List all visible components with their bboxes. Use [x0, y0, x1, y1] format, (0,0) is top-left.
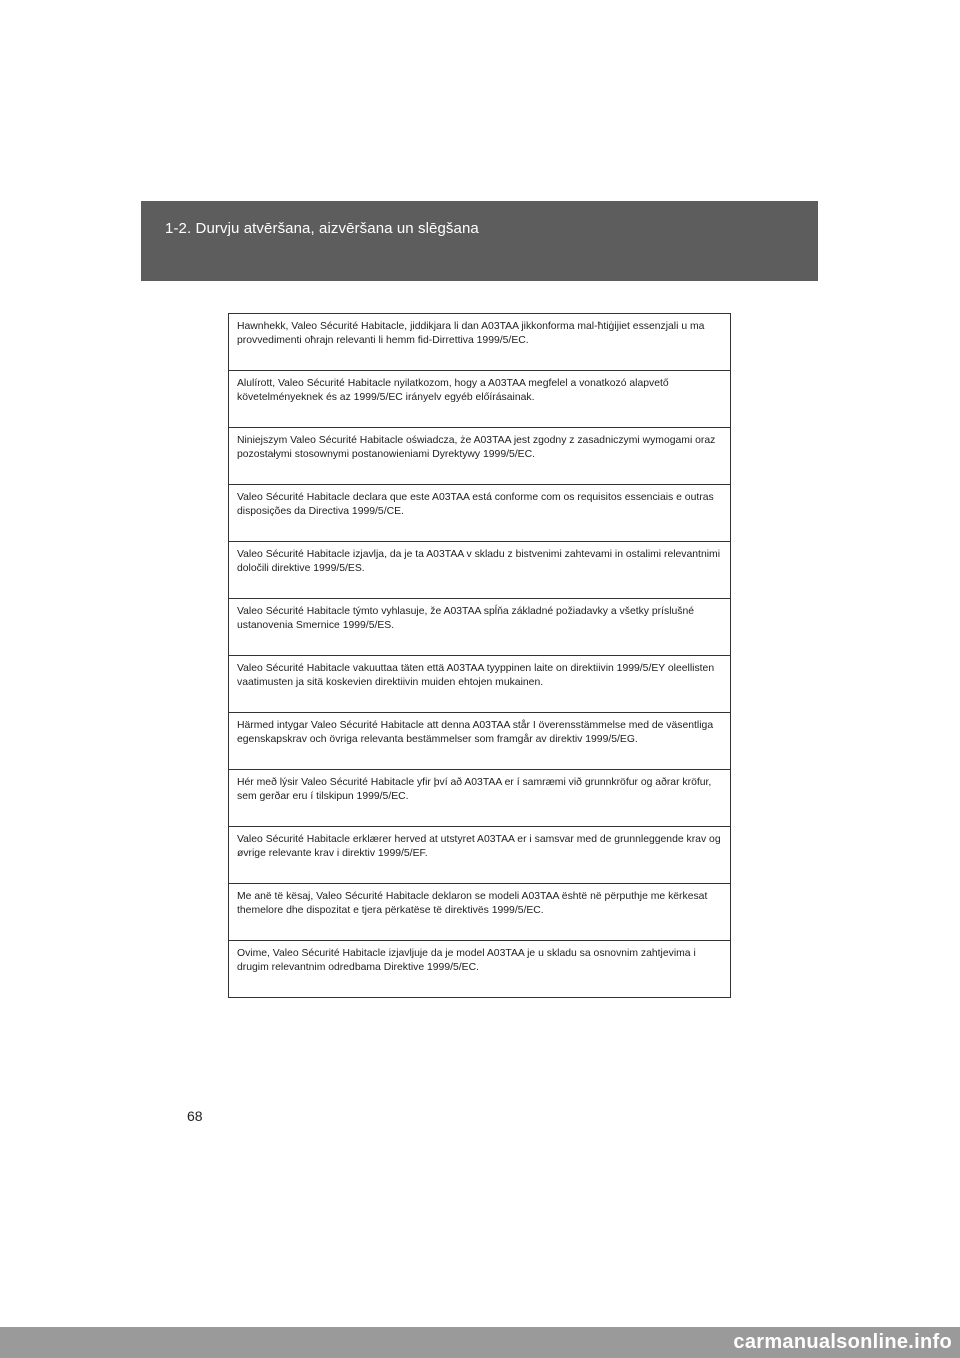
- declaration-slovenian: Valeo Sécurité Habitacle izjavlja, da je ta A03TAA v skladu z bistvenimi zahtevami in ostalimi relevantnimi določili direktive 1999/5/ES.: [229, 542, 730, 599]
- watermark: carmanualsonline.info: [0, 1327, 960, 1358]
- declaration-hungarian: Alulírott, Valeo Sécurité Habitacle nyilatkozom, hogy a A03TAA megfelel a vonatkozó alapvető követelményeknek és az 1999/5/EC irányelv egyéb előírásainak.: [229, 371, 730, 428]
- declaration-croatian: Ovime, Valeo Sécurité Habitacle izjavljuje da je model A03TAA je u skladu sa osnovnim zahtjevima i drugim relevantnim odredbama Direktive 1999/5/EC.: [237, 948, 696, 973]
- declaration-icelandic: Hér með lýsir Valeo Sécurité Habitacle yfir því að A03TAA er í samræmi við grunnkröfur og aðrar kröfur, sem gerðar eru í tilskipun 1999/5/EC.: [229, 770, 730, 827]
- declaration-finnish: Valeo Sécurité Habitacle vakuuttaa täten että A03TAA tyyppinen laite on direktiivin 1999/5/EY oleellisten vaatimusten ja sitä koskevien direktiivin muiden ehtojen mukainen.: [229, 656, 730, 713]
- declaration-norwegian: Valeo Sécurité Habitacle erklærer herved at utstyret A03TAA er i samsvar med de grunnleggende krav og øvrige relevante krav i direktiv 1999/5/EF.: [229, 827, 730, 884]
- declaration-slovak: Valeo Sécurité Habitacle týmto vyhlasuje, že A03TAA spĺňa základné požiadavky a všetky príslušné ustanovenia Smernice 1999/5/ES.: [229, 599, 730, 656]
- section-title: 1-2. Durvju atvēršana, aizvēršana un slēgšana: [165, 220, 479, 237]
- declaration-maltese: Hawnhekk, Valeo Sécurité Habitacle, jiddikjara li dan A03TAA jikkonforma mal-ħtiġijiet essenzjali u ma provvedimenti oħrajn relevanti li hemm fid-Dirrettiva 1999/5/EC.: [229, 314, 730, 371]
- declaration-table: [228, 313, 731, 998]
- declaration-polish: Niniejszym Valeo Sécurité Habitacle oświadcza, że A03TAA jest zgodny z zasadniczymi wymogami oraz pozostałymi stosownymi postanowieniami Dyrektywy 1999/5/EC.: [229, 428, 730, 485]
- declaration-albanian: Me anë të kësaj, Valeo Sécurité Habitacle deklaron se modeli A03TAA është në përputhje me kërkesat themelore dhe dispozitat e tjera përkatëse të direktivës 1999/5/EC.: [229, 884, 730, 941]
- declaration-portuguese: Valeo Sécurité Habitacle declara que este A03TAA está conforme com os requisitos essenciais e outras disposições da Directiva 1999/5/CE.: [229, 485, 730, 542]
- page-number: 68: [187, 1108, 203, 1124]
- declaration-swedish: Härmed intygar Valeo Sécurité Habitacle att denna A03TAA står I överensstämmelse med de väsentliga egenskapskrav och övriga relevanta bestämmelser som framgår av direktiv 1999/5/EG.: [229, 713, 730, 770]
- section-header: [141, 201, 818, 281]
